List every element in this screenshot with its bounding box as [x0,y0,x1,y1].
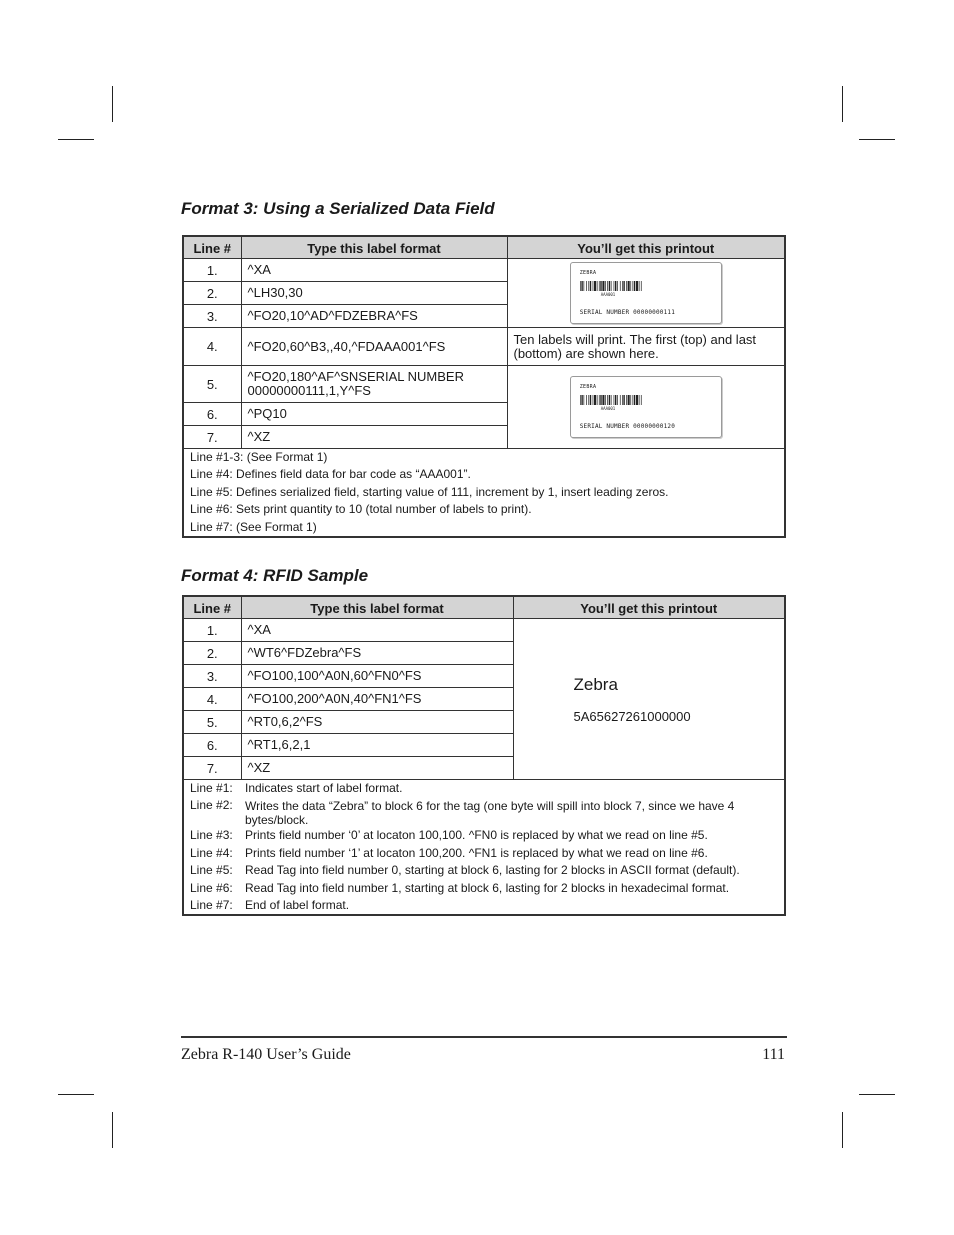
line-number: 5. [183,366,241,403]
barcode-bar [605,281,606,291]
barcode-bar [608,281,609,291]
barcode-bar [622,281,623,291]
line-number: 4. [183,688,241,711]
barcode-bar [613,281,614,291]
line-number: 6. [183,734,241,757]
printout-label-bottom [507,366,785,449]
barcode-bar [607,395,608,405]
barcode-bar [620,395,621,405]
note-line: Line #5: Defines serialized field, starting value of 111, increment by 1, insert leading zeros. [190,484,669,499]
note-line [190,880,778,897]
note-value: Indicates start of label format. [245,781,403,795]
col-header-printout: You’ll get this printout [507,236,785,259]
col-header-printout: You’ll get this printout [513,596,785,619]
note-key: Line #6: [190,880,233,895]
note-line [190,845,778,862]
barcode-bar [626,395,627,405]
note-line: Line #4: Defines field data for bar code as “AAA001”. [190,467,471,482]
barcode-bar [592,395,593,405]
barcode-bar [581,281,582,291]
barcode-bar [636,395,638,405]
barcode-bar [617,281,618,291]
printout-label-top [507,259,785,328]
barcode-bar [580,395,581,405]
note-key: Line #4: [190,845,233,860]
format-code: ^FO20,10^AD^FDZEBRA^FS [241,305,507,328]
line-number: 2. [183,642,241,665]
barcode-bar [632,395,633,405]
col-header-format: Type this label format [241,236,507,259]
format-code: ^FO100,200^A0N,40^FN1^FS [241,688,513,711]
note-key: Line #7: [190,898,233,913]
format-code: ^XZ [241,757,513,780]
barcode-bar [586,395,587,405]
barcode-bar [599,395,600,405]
line-number: 3. [183,665,241,688]
barcode-bar [581,395,582,405]
barcode-bar [583,395,584,405]
line-number: 7. [183,757,241,780]
crop-mark [58,139,94,140]
crop-mark [58,1094,94,1095]
line-number: 6. [183,403,241,426]
format-code: ^RT0,6,2^FS [241,711,513,734]
note-value: Writes the data “Zebra” to block 6 for the tag (one byte will spill into block 7, since we have 4 bytes/block. [245,799,735,828]
barcode-text: AAA001 [600,406,616,411]
barcode-bar [641,281,642,291]
barcode-bar [602,395,604,405]
crop-mark [859,139,895,140]
barcode-text: AAA001 [600,292,616,297]
crop-mark [112,86,113,122]
format4-notes [183,780,785,916]
label-brand: ZEBRA [579,384,597,390]
line-number: 2. [183,282,241,305]
barcode-bar [632,281,633,291]
barcode-bar [607,281,608,291]
barcode-bar [636,281,638,291]
format-code: ^XA [241,259,507,282]
barcode-bar [594,281,596,291]
barcode-bar [583,281,584,291]
barcode-bar [623,281,624,291]
note-line [190,862,778,879]
barcode-bar [634,395,635,405]
format-code: ^XZ [241,426,507,449]
note-line: Line #7: (See Format 1) [190,519,317,534]
barcode-bar [634,281,635,291]
barcode-bar [590,281,591,291]
note-line [190,827,778,844]
note-value: Read Tag into field number 1, starting at block 6, lasting for 2 blocks in hexadecimal format. [245,880,730,895]
note-line: Line #6: Sets print quantity to 10 (total number of labels to print). [190,502,532,517]
barcode-bar [639,281,640,291]
barcode-bar [620,281,621,291]
barcode-bar [622,395,623,405]
footer-guide-title: Zebra R-140 User’s Guide [181,1046,351,1063]
barcode-bar [641,395,642,405]
barcode-bar [627,281,629,291]
line-number: 4. [183,328,241,366]
printout-field-0: Zebra [573,674,618,694]
barcode-bar [588,395,589,405]
barcode-bar [611,281,612,291]
barcode-bar [590,395,591,405]
note-key: Line #3: [190,828,233,843]
barcode-bar [611,395,612,405]
format-code: ^FO100,100^A0N,60^FN0^FS [241,665,513,688]
format-code: ^XA [241,619,513,642]
barcode-bar [623,395,624,405]
note-value: Prints field number ‘0’ at locaton 100,100. ^FN0 is replaced by what we read on line #5. [245,828,708,843]
note-key: Line #1: [190,781,233,795]
note-line [190,780,778,797]
crop-mark [859,1094,895,1095]
note-value: End of label format. [245,898,350,913]
barcode-bar [597,281,598,291]
barcode-bar [626,281,627,291]
barcode-bar [600,281,601,291]
format-code: ^PQ10 [241,403,507,426]
note-key: Line #2: [190,798,233,813]
format-code: ^LH30,30 [241,282,507,305]
barcode-bar [605,395,606,405]
barcode-bar [599,281,600,291]
page-number: 111 [762,1046,785,1063]
barcode-bar [613,395,614,405]
format4-table [182,595,786,916]
label-brand: ZEBRA [579,270,597,276]
printout-note: Ten labels will print. The first (top) and last (bottom) are shown here. [507,328,785,366]
format3-table [182,235,786,538]
barcode-bar [627,395,629,405]
line-number: 3. [183,305,241,328]
note-key: Line #5: [190,863,233,878]
note-line [190,897,778,914]
col-header-line: Line # [183,596,241,619]
format3-notes [183,449,785,538]
barcode-graphic [580,281,642,291]
barcode-bar [580,281,581,291]
printout-field-1: 5A65627261000000 [573,708,691,724]
format-code: ^FO20,60^B3,,40,^FDAAA001^FS [241,328,507,366]
barcode-bar [615,281,616,291]
note-value: Prints field number ‘1’ at locaton 100,200. ^FN1 is replaced by what we read on line #6. [245,845,708,860]
barcode-bar [615,395,616,405]
rfid-printout [513,619,785,780]
format-code: ^FO20,180^AF^SNSERIAL NUMBER 00000000111,1,Y^FS [241,366,507,403]
crop-mark [842,86,843,122]
label-serial: SERIAL NUMBER 00000000111 [579,309,676,316]
format-code: ^RT1,6,2,1 [241,734,513,757]
format4-title: Format 4: RFID Sample [181,566,369,585]
footer-rule [181,1036,787,1038]
note-line [190,797,778,827]
col-header-format: Type this label format [241,596,513,619]
barcode-bar [588,281,589,291]
format-code: ^WT6^FDZebra^FS [241,642,513,665]
barcode-bar [608,395,609,405]
barcode-bar [617,395,618,405]
barcode-bar [630,281,631,291]
crop-mark [842,1112,843,1148]
line-number: 7. [183,426,241,449]
barcode-bar [586,281,587,291]
format3-title: Format 3: Using a Serialized Data Field [181,199,495,218]
barcode-bar [602,281,604,291]
barcode-bar [597,395,598,405]
barcode-bar [594,395,596,405]
barcode-graphic [580,395,642,405]
note-line: Line #1-3: (See Format 1) [190,450,328,464]
label-serial: SERIAL NUMBER 00000000120 [579,423,676,430]
line-number: 5. [183,711,241,734]
line-number: 1. [183,259,241,282]
barcode-bar [630,395,631,405]
col-header-line: Line # [183,236,241,259]
barcode-bar [639,395,640,405]
note-value: Read Tag into field number 0, starting at block 6, lasting for 2 blocks in ASCII format (default). [245,863,740,878]
line-number: 1. [183,619,241,642]
label-preview-first [570,262,722,324]
crop-mark [112,1112,113,1148]
label-preview-last [570,376,722,438]
barcode-bar [600,395,601,405]
barcode-bar [592,281,593,291]
